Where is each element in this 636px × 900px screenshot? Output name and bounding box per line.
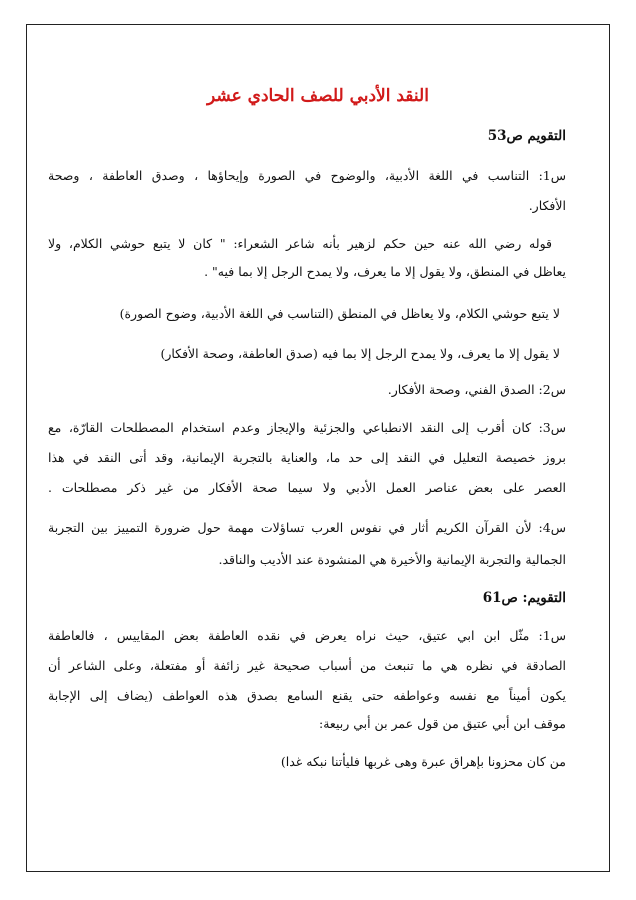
answer-q3-line3: العصر على بعض عناصر العمل الأدبي ولا سيما صحة الأفكار من غير ذكر مصطلحات .: [48, 480, 566, 495]
answer2-q1-line2: الصادقة في نظره هي ما تنبعث من أسباب صحيحة غير زائفة أو مفتعلة، وعلى الشاعر أن: [48, 658, 566, 673]
answer-q2: س2: الصدق الفني، وصحة الأفكار.: [387, 382, 566, 397]
quote-line1: قوله رضي الله عنه حين حكم لزهير بأنه شاعر الشعراء: " كان لا يتبع حوشي الكلام، ولا: [48, 236, 552, 251]
section-heading-p61: التقويم: ص61: [482, 590, 566, 606]
poetry-verse: من كان محزونا بإهراق عبرة وهى غربها فليأتنا نبكه غدا): [280, 754, 566, 769]
answer-q4-line1: س4: لأن القرآن الكريم أثار في نفوس العرب تساؤلات مهمة حول ضرورة التمييز بين التجربة: [48, 520, 566, 535]
answer-q3-line1: س3: كان أقرب إلى النقد الانطباعي والجزئية والإيجاز وعدم استخدام المصطلحات القارّة، مع: [48, 420, 566, 435]
answer-q3-line2: بروز خصيصة التعليل في النقد إلى حد ما، والعناية بالتجربة الإيمانية، وقد أتى النقد في هذا: [48, 450, 566, 465]
answer-q1-line1: س1: التناسب في اللغة الأدبية، والوضوح في الصورة وإيحاؤها ، وصدق العاطفة ، وصحة: [48, 168, 566, 183]
mapping-line2: لا يقول إلا ما يعرف، ولا يمدح الرجل إلا بما فيه (صدق العاطفة، وصحة الأفكار): [160, 346, 560, 361]
answer-q1-line2: الأفكار.: [528, 198, 566, 213]
section-heading-p53: التقويم ص53: [487, 128, 566, 144]
mapping-line1: لا يتبع حوشي الكلام، ولا يعاظل في المنطق (التناسب في اللغة الأدبية، وضوح الصورة): [119, 306, 560, 321]
answer2-q1-line3: يكون أميناً مع نفسه وعواطفه حتى يقنع السامع بصدق هذه العواطف (يضاف إلى الإجابة: [48, 688, 566, 703]
document-page: [36, 40, 600, 880]
answer2-q1-line4: موقف ابن أبي عتيق من قول عمر بن أبي ربيعة:: [319, 716, 566, 731]
document-title: النقد الأدبي للصف الحادي عشر: [207, 86, 429, 106]
quote-line2: يعاظل في المنطق، ولا يقول إلا ما يعرف، ولا يمدح الرجل إلا بما فيه" .: [204, 264, 566, 279]
answer-q4-line2: الجمالية والتجربة الإيمانية والأخيرة هي المنشودة عند الأديب والناقد.: [218, 552, 566, 567]
answer2-q1-line1: س1: مثّل ابن ابي عتيق، حيث نراه يعرض في نقده العاطفة بعض المقاييس ، فالعاطفة: [48, 628, 566, 643]
